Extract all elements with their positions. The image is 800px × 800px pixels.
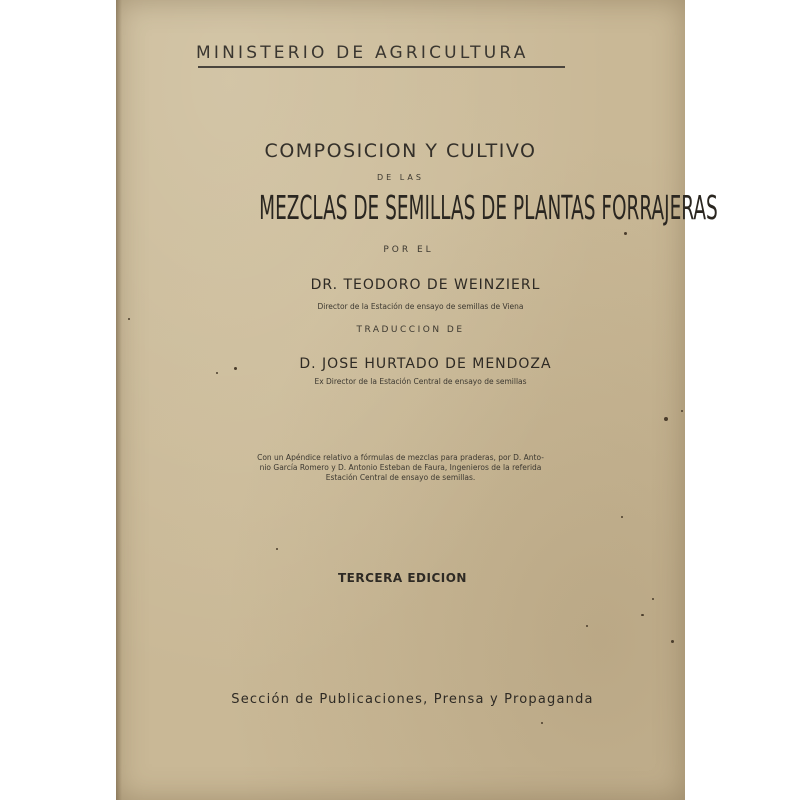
translation-label: TRADUCCION DE — [356, 325, 465, 335]
title-line-1: COMPOSICION Y CULTIVO — [264, 140, 537, 162]
appendix-line: nio García Romero y D. Antonio Esteban de Faura, Ingenieros de la referida — [259, 463, 542, 472]
publisher-line: Sección de Publicaciones, Prensa y Propaganda — [231, 692, 594, 707]
paper-speck — [681, 410, 683, 412]
paper-speck — [541, 722, 543, 724]
header-rule — [198, 66, 565, 68]
edition-label: TERCERA EDICION — [338, 571, 467, 585]
paper-speck — [621, 516, 623, 518]
paper-speck — [276, 548, 278, 550]
paper-speck — [664, 417, 668, 421]
translator-role: Ex Director de la Estación Central de ensayo de semillas — [314, 377, 527, 386]
appendix-note — [116, 453, 685, 483]
appendix-line: Con un Apéndice relativo a fórmulas de mezclas para praderas, por D. Anto- — [257, 453, 544, 462]
author-role: Director de la Estación de ensayo de semillas de Viena — [317, 302, 524, 311]
paper-speck — [234, 367, 237, 370]
ministry-header: MINISTERIO DE AGRICULTURA — [196, 43, 529, 63]
paper-speck — [641, 614, 644, 616]
paper-speck — [586, 625, 588, 627]
paper-speck — [671, 640, 674, 643]
paper-speck — [624, 232, 627, 235]
title-connector: DE LAS — [377, 173, 424, 182]
appendix-line: Estación Central de ensayo de semillas. — [325, 473, 476, 482]
main-title: MEZCLAS DE SEMILLAS DE PLANTAS FORRAJERAS — [259, 188, 718, 227]
author-name: DR. TEODORO DE WEINZIERL — [310, 277, 541, 293]
paper-speck — [652, 598, 654, 600]
translator-name: D. JOSE HURTADO DE MENDOZA — [299, 356, 552, 372]
cover-edge-shadow — [116, 0, 122, 800]
paper-speck — [128, 318, 130, 320]
book-cover — [116, 0, 718, 800]
paper-speck — [216, 372, 218, 374]
by-label: POR EL — [383, 245, 434, 255]
